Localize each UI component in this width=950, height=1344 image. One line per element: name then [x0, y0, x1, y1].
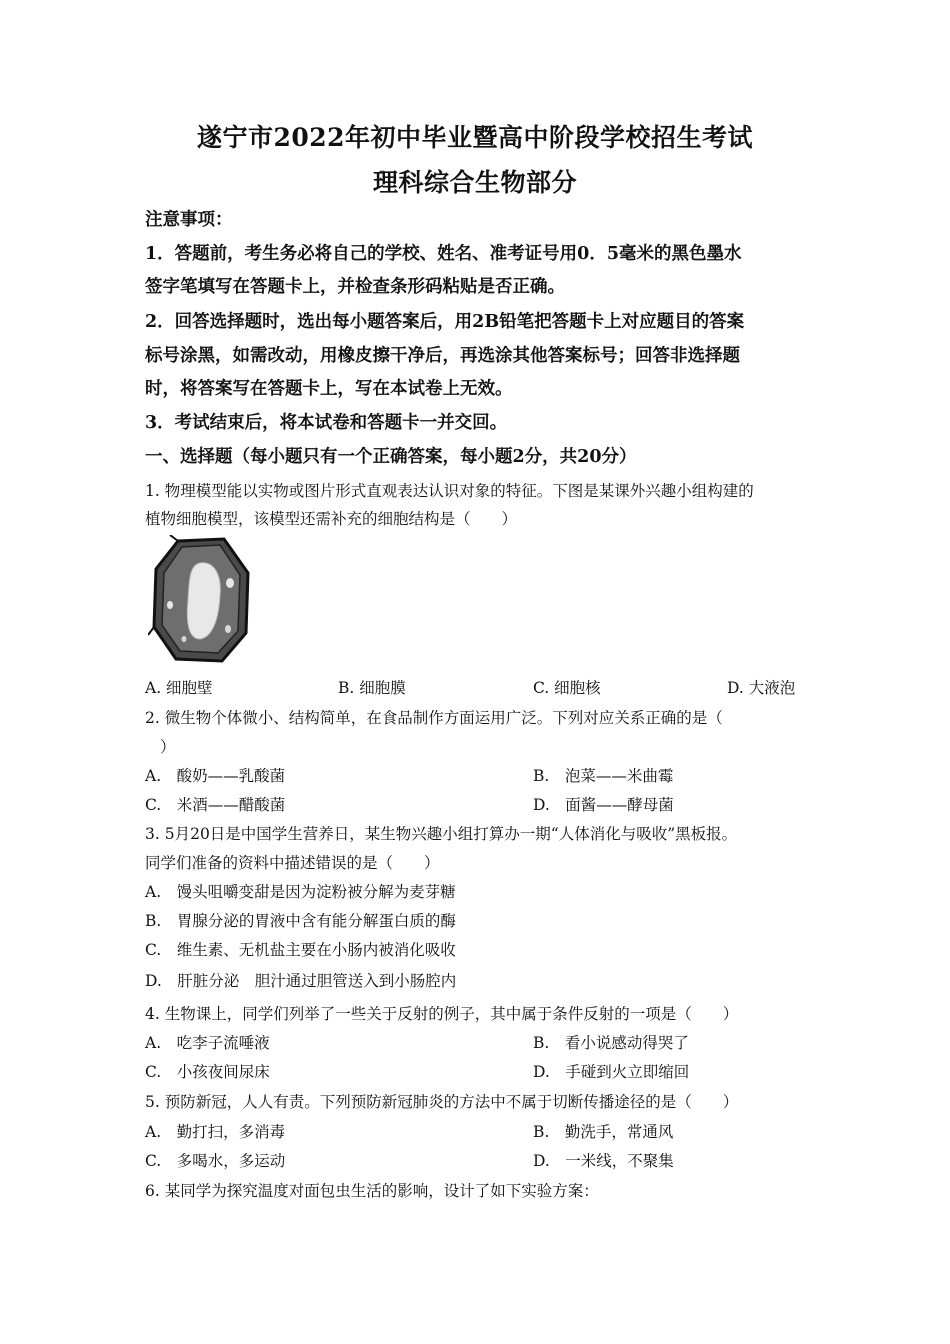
notice-line: 2．回答选择题时，选出每小题答案后，用2B铅笔把答题卡上对应题目的答案 [145, 312, 745, 332]
question-4-option-b: B. 看小说感动得哭了 [533, 1034, 689, 1052]
question-4-stem: 4. 生物课上，同学们列举了一些关于反射的例子，其中属于条件反射的一项是（ ） [145, 1005, 739, 1023]
page-subtitle: 理科综合生物部分 [372, 168, 577, 197]
question-2-option-c: C. 米酒——醋酸菌 [145, 796, 286, 814]
question-2-stem: ） [160, 738, 176, 756]
question-1-option-d: D. 大液泡 [727, 679, 796, 697]
question-3-option-a: A. 馒头咀嚼变甜是因为淀粉被分解为麦芽糖 [145, 883, 456, 901]
question-3-option-d: D. 肝脏分泌 胆汁通过胆管送入到小肠腔内 [145, 972, 457, 990]
notice-line: 时，将答案写在答题卡上，写在本试卷上无效。 [145, 379, 513, 399]
question-5-stem: 5. 预防新冠，人人有责。下列预防新冠肺炎的方法中不属于切断传播途径的是（ ） [145, 1093, 739, 1111]
question-1-stem: 1. 物理模型能以实物或图片形式直观表达认识对象的特征。下图是某课外兴趣小组构建的 [145, 482, 754, 500]
question-2-stem: 2. 微生物个体微小、结构简单，在食品制作方面运用广泛。下列对应关系正确的是（ [145, 709, 723, 727]
question-5-option-d: D. 一米线，不聚集 [533, 1152, 674, 1170]
question-5-option-b: B. 勤洗手，常通风 [533, 1123, 674, 1141]
page-title: 遂宁市2022年初中毕业暨高中阶段学校招生考试 [196, 123, 754, 152]
question-4-option-c: C. 小孩夜间尿床 [145, 1063, 270, 1081]
question-3-option-b: B. 胃腺分泌的胃液中含有能分解蛋白质的酶 [145, 912, 456, 930]
question-2-option-d: D. 面酱——酵母菌 [533, 796, 674, 814]
question-1-stem: 植物细胞模型，该模型还需补充的细胞结构是（ ） [145, 510, 518, 528]
notice-line: 3．考试结束后，将本试卷和答题卡一并交回。 [145, 413, 508, 433]
question-3-stem: 同学们准备的资料中描述错误的是（ ） [145, 854, 440, 872]
question-3-stem: 3. 5月20日是中国学生营养日，某生物兴趣小组打算办一期“人体消化与吸收”黑板报。 [145, 825, 738, 843]
notice-line: 1．答题前，考生务必将自己的学校、姓名、准考证号用0．5毫米的黑色墨水 [145, 244, 742, 264]
question-5-option-c: C. 多喝水，多运动 [145, 1152, 286, 1170]
notice-line: 签字笔填写在答题卡上，并检查条形码粘贴是否正确。 [145, 277, 565, 297]
section-heading: 一、选择题（每小题只有一个正确答案，每小题2分，共20分） [145, 447, 637, 467]
question-1-option-a: A. 细胞壁 [145, 679, 213, 697]
question-6-stem: 6. 某同学为探究温度对面包虫生活的影响，设计了如下实验方案： [145, 1182, 599, 1200]
question-1-option-b: B. 细胞膜 [338, 679, 406, 697]
question-1-option-c: C. 细胞核 [533, 679, 601, 697]
question-2-option-a: A. 酸奶——乳酸菌 [145, 767, 286, 785]
plant-cell-model-image [148, 535, 254, 665]
question-4-option-d: D. 手碰到火立即缩回 [533, 1063, 690, 1081]
question-3-option-c: C. 维生素、无机盐主要在小肠内被消化吸收 [145, 941, 456, 959]
notice-line: 标号涂黑，如需改动，用橡皮擦干净后，再选涂其他答案标号；回答非选择题 [145, 346, 740, 366]
question-2-option-b: B. 泡菜——米曲霉 [533, 767, 674, 785]
notice-heading: 注意事项： [145, 210, 233, 230]
question-5-option-a: A. 勤打扫，多消毒 [145, 1123, 286, 1141]
question-4-option-a: A. 吃李子流唾液 [145, 1034, 270, 1052]
